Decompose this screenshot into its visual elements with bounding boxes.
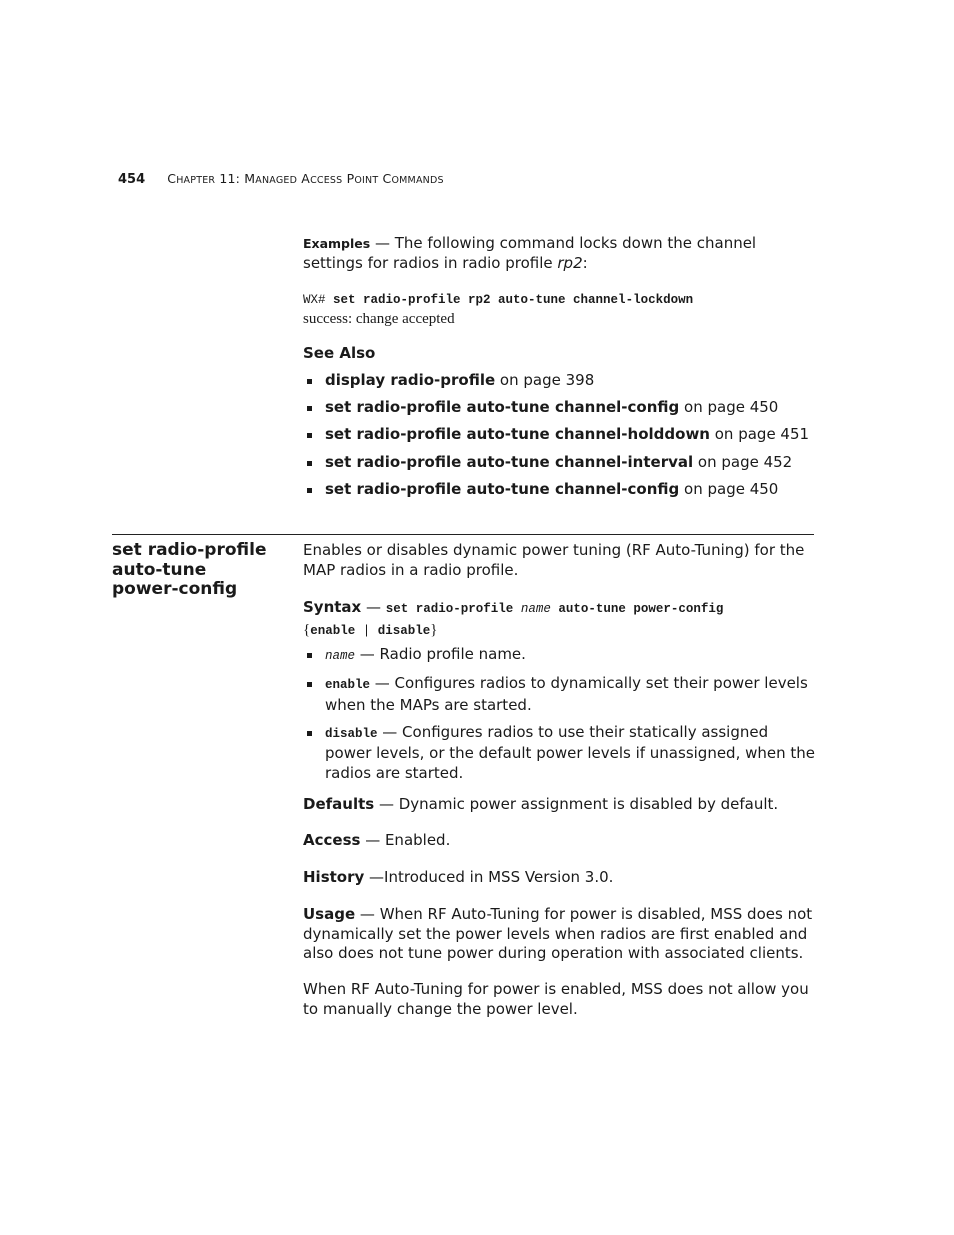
section-divider xyxy=(112,534,814,535)
syntax-separator: | xyxy=(355,623,378,638)
parameter-term: name xyxy=(325,649,356,663)
syntax-brace: { xyxy=(303,621,311,638)
chapter-title-part: HAPTER xyxy=(176,175,216,186)
syntax-block xyxy=(303,598,818,641)
syntax-param: name xyxy=(520,602,551,616)
chapter-title-part: 11: xyxy=(215,171,245,186)
syntax-brace: } xyxy=(430,621,438,638)
section-title-line: auto-tune xyxy=(112,559,207,580)
see-also-link[interactable]: display radio-profile xyxy=(325,371,496,389)
examples-paragraph xyxy=(303,234,818,273)
usage-label: Usage xyxy=(303,905,356,923)
history-paragraph xyxy=(303,868,818,888)
defaults-text: — Dynamic power assignment is disabled by default. xyxy=(374,795,779,813)
chapter-title-part: OMMANDS xyxy=(391,175,444,186)
see-also-link[interactable]: set radio-profile auto-tune channel-config xyxy=(325,398,680,417)
see-also-heading: See Also xyxy=(303,344,376,362)
syntax-label: Syntax xyxy=(303,598,362,616)
chapter-title-part: C xyxy=(382,171,392,186)
parameter-item xyxy=(303,645,818,667)
chapter-title-part: P xyxy=(346,171,355,186)
see-also-page: on page 398 xyxy=(495,371,595,389)
see-also-link[interactable]: set radio-profile auto-tune channel-holddown xyxy=(325,425,710,444)
code-prompt: WX# xyxy=(303,293,334,307)
usage-paragraph xyxy=(303,905,818,964)
access-label: Access xyxy=(303,831,361,849)
parameter-term: enable xyxy=(325,678,371,692)
parameter-desc: — Radio profile name. xyxy=(355,645,526,663)
section-title-line: power-config xyxy=(112,579,238,599)
examples-label: Examples xyxy=(303,236,371,251)
see-also-page: on page 450 xyxy=(679,479,779,498)
see-also-item xyxy=(303,371,818,391)
see-also-item xyxy=(303,398,818,418)
chapter-title-part: A xyxy=(301,171,311,186)
chapter-title-part: ANAGED xyxy=(255,175,298,186)
parameter-item xyxy=(303,723,818,784)
parameter-desc: — Configures radios to dynamically set their power levels when the MAPs are started. xyxy=(325,674,808,714)
chapter-title-part: OINT xyxy=(354,175,379,186)
chapter-title-part: C xyxy=(167,171,177,186)
examples-text-end: : xyxy=(582,253,588,272)
page-number: 454 xyxy=(118,172,146,187)
history-text: —Introduced in MSS Version 3.0. xyxy=(364,868,614,886)
syntax-command: auto-tune power-config xyxy=(550,602,724,616)
chapter-title-part: CCESS xyxy=(310,175,343,186)
defaults-paragraph xyxy=(303,795,818,815)
code-result: success: change accepted xyxy=(303,311,455,327)
page-header xyxy=(118,171,444,187)
parameter-list xyxy=(303,645,818,791)
parameter-desc: — Configures radios to use their statically assigned power levels, or the default power levels if unassigned, when the radios are started. xyxy=(325,722,816,782)
see-also-item xyxy=(303,425,818,445)
see-also-page: on page 452 xyxy=(693,452,793,471)
see-also-item xyxy=(303,453,818,473)
parameter-item xyxy=(303,674,818,715)
usage-paragraph-2: When RF Auto-Tuning for power is enabled, MSS does not allow you to manually change the power level. xyxy=(303,980,809,1018)
code-command: set radio-profile rp2 auto-tune channel-lockdown xyxy=(333,293,694,307)
see-also-page: on page 450 xyxy=(679,398,779,417)
examples-text: — The following command locks down the channel settings for radios in radio profile xyxy=(303,234,757,272)
section-title xyxy=(112,541,292,600)
syntax-option: enable xyxy=(310,623,356,638)
see-also-item xyxy=(303,480,818,500)
code-example xyxy=(303,291,818,329)
examples-profile: rp2 xyxy=(557,253,583,272)
see-also-list xyxy=(303,371,818,507)
defaults-label: Defaults xyxy=(303,795,375,813)
see-also-page: on page 451 xyxy=(709,425,810,444)
chapter-title xyxy=(167,171,443,186)
syntax-option: disable xyxy=(377,623,431,638)
section-title-line: set radio-profile xyxy=(112,540,267,560)
syntax-dash: — xyxy=(361,598,386,616)
code-line xyxy=(303,291,818,310)
command-description: Enables or disables dynamic power tuning (RF Auto-Tuning) for the MAP radios in a radio profile. xyxy=(303,541,805,579)
parameter-term: disable xyxy=(325,726,378,741)
access-text: — Enabled. xyxy=(360,831,451,849)
chapter-title-part: M xyxy=(244,171,256,186)
see-also-link[interactable]: set radio-profile auto-tune channel-config xyxy=(325,479,680,498)
see-also-link[interactable]: set radio-profile auto-tune channel-interval xyxy=(325,452,694,471)
usage-text: — When RF Auto-Tuning for power is disabled, MSS does not dynamically set the power levels when radios are first enabled and also does not tune power during operation with associated clients. xyxy=(303,905,813,962)
history-label: History xyxy=(303,868,365,886)
access-paragraph xyxy=(303,831,818,851)
syntax-command: set radio-profile xyxy=(385,602,521,616)
